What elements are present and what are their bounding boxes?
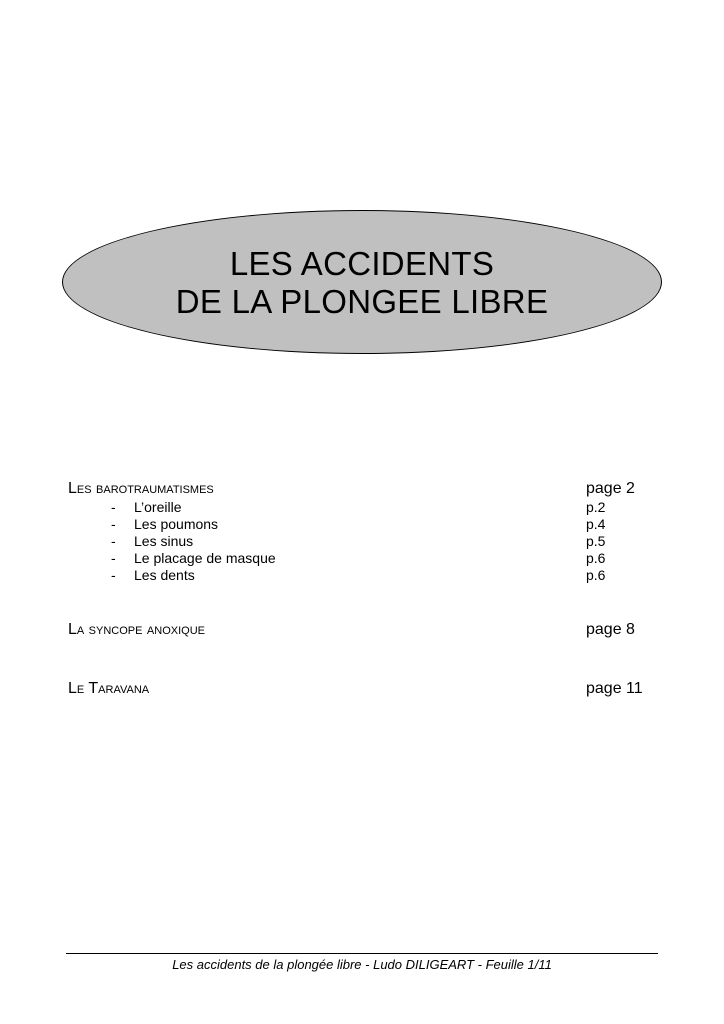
- toc-section-header: [68, 678, 648, 698]
- list-dash: -: [111, 516, 116, 532]
- toc-sub-item: [68, 567, 648, 584]
- toc-sub-item-page: p.6: [586, 550, 606, 566]
- list-dash: -: [111, 567, 116, 583]
- toc-sub-list: [68, 499, 648, 584]
- page-footer: Les accidents de la plongée libre - Ludo DILIGEART - Feuille 1/11: [172, 957, 552, 972]
- list-dash: -: [111, 550, 116, 566]
- toc-sub-item-page: p.6: [586, 567, 606, 583]
- toc-sub-item: [68, 533, 648, 550]
- toc-section-header: [68, 478, 648, 498]
- toc-section-page: page 8: [586, 621, 635, 638]
- toc-section-header: [68, 619, 648, 639]
- toc-sub-item: [68, 516, 648, 533]
- toc-sub-item-label: Les poumons: [134, 516, 219, 532]
- toc-section-page: page 2: [586, 480, 635, 497]
- footer-divider: [66, 953, 658, 954]
- toc-sub-item-label: L’oreille: [134, 499, 182, 515]
- toc-sub-item-label: Les dents: [134, 567, 195, 583]
- toc-sub-item: [68, 550, 648, 567]
- toc-sub-item-label: Les sinus: [134, 533, 194, 549]
- toc-sub-item: [68, 499, 648, 516]
- title-oval: [62, 210, 662, 354]
- toc-section-barotraumatismes: [68, 478, 648, 584]
- toc-section-title: La syncope anoxique: [68, 621, 205, 638]
- toc-sub-item-page: p.5: [586, 533, 606, 549]
- list-dash: -: [111, 499, 116, 515]
- list-dash: -: [111, 533, 116, 549]
- document-title-line-2: DE LA PLONGEE LIBRE: [175, 283, 549, 320]
- toc-section-title: Le Taravana: [68, 680, 150, 697]
- toc-sub-item-page: p.2: [586, 499, 606, 515]
- toc-section-page: page 11: [586, 680, 643, 697]
- document-title-line-1: LES ACCIDENTS: [229, 245, 495, 282]
- toc-section-taravana: [68, 678, 648, 698]
- toc-section-title: Les barotraumatismes: [68, 480, 214, 497]
- toc-sub-item-page: p.4: [586, 516, 606, 532]
- toc-sub-item-label: Le placage de masque: [134, 550, 276, 566]
- toc-section-syncope-anoxique: [68, 619, 648, 639]
